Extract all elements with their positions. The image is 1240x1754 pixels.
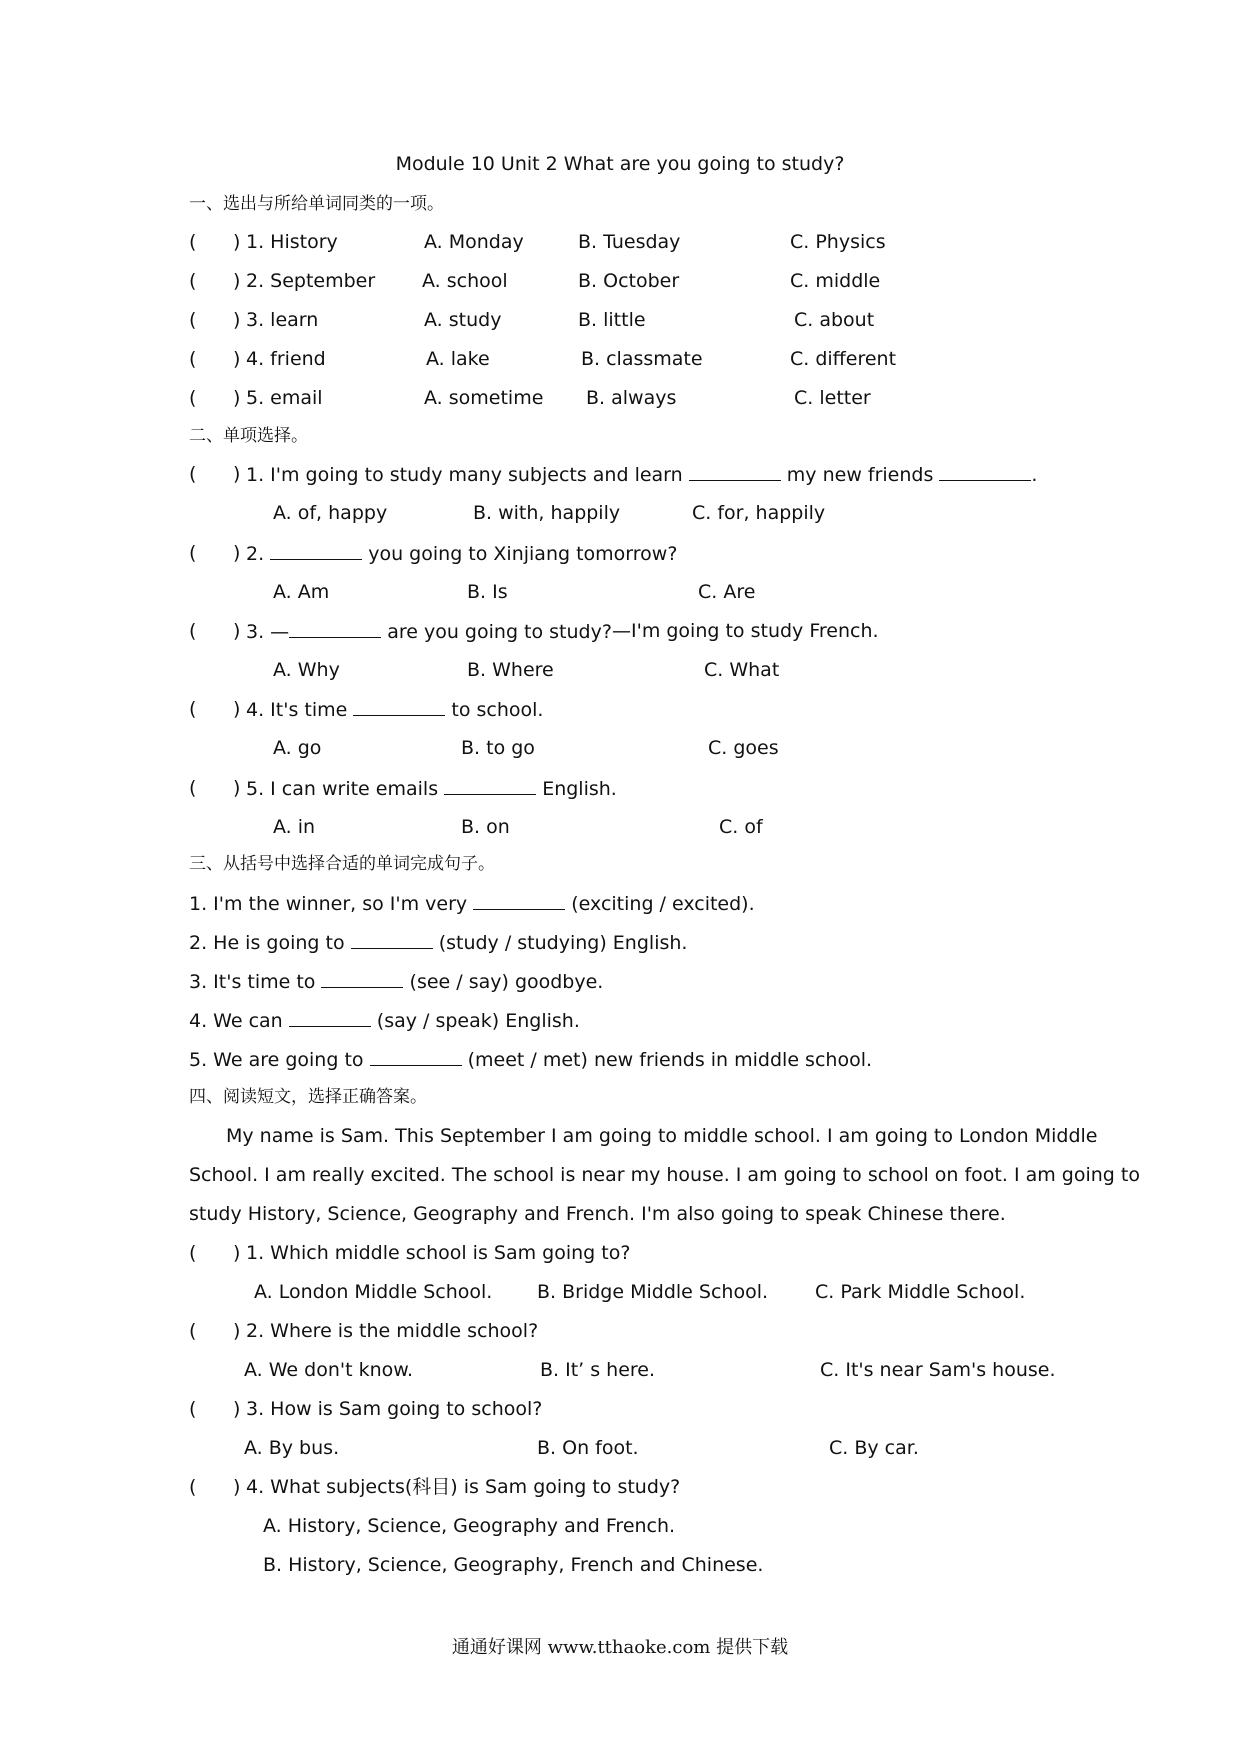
paren-close: ) [233,463,241,485]
paren-close: ) [233,777,241,799]
option-c: C. of [719,816,763,838]
paren-close: ) [233,387,241,409]
option-c: C. middle [790,270,881,292]
question-text: 1. Which middle school is Sam going to? [246,1242,631,1264]
answer-blank[interactable] [353,697,445,716]
paren-close: ) [233,309,241,331]
option-c: C. Are [698,581,756,603]
question-pre: 1. I'm going to study many subjects and learn [246,464,683,486]
s3-sentence-1 [189,891,755,916]
response-text: —I'm going to study French. [612,620,879,642]
option-a: A. school [422,270,508,292]
option-b: B. with, happily [473,502,621,524]
option-c: C. Physics [790,231,886,253]
question-pre: 4. It's time [246,699,348,721]
option-b: B. to go [461,737,535,759]
option-c: C. goes [708,737,779,759]
paren-close: ) [233,698,241,720]
question-pre: 2. [246,543,265,565]
option-a: A. History, Science, Geography and French. [263,1515,676,1537]
option-c: C. for, happily [692,502,826,524]
paren-open: ( [189,348,197,370]
question-pre: 3. — [246,621,290,643]
passage-line: School. I am really excited. The school is near my house. I am going to school on foot. I am going to [189,1164,1140,1186]
sentence-post: (exciting / excited). [571,893,755,915]
question-post: are you going to study? [387,621,612,643]
option-a: A. Why [273,659,340,681]
sentence-post: (meet / met) new friends in middle school. [467,1049,873,1071]
option-a: A. go [273,737,322,759]
question-post: to school. [451,699,544,721]
s1-word: 4. friend [246,348,326,370]
section-4-heading: 四、阅读短文，选择正确答案。 [189,1087,427,1107]
option-b: B. It’ s here. [540,1359,656,1381]
paren-open: ( [189,309,197,331]
option-b: B. little [578,309,646,331]
sentence-pre: 4. We can [189,1010,283,1032]
option-a: A. lake [426,348,490,370]
option-a: A. of, happy [273,502,388,524]
paren-open: ( [189,463,197,485]
s1-word: 3. learn [246,309,319,331]
question-post: . [1031,464,1038,486]
option-c: C. about [794,309,875,331]
paren-open: ( [189,1476,197,1498]
page-title: Module 10 Unit 2 What are you going to study? [395,153,845,175]
option-c: C. It's near Sam's house. [820,1359,1056,1381]
s3-sentence-5 [189,1047,872,1072]
option-b: B. Is [467,581,508,603]
question-text: 2. Where is the middle school? [246,1320,539,1342]
option-c: C. What [704,659,780,681]
paren-open: ( [189,1398,197,1420]
option-a: A. Am [273,581,330,603]
question-text [246,776,617,801]
passage-line: My name is Sam. This September I am going to middle school. I am going to London Middle [226,1125,1098,1147]
sentence-pre: 2. He is going to [189,932,345,954]
option-b: B. always [586,387,677,409]
answer-blank[interactable] [289,619,381,638]
paren-close: ) [233,542,241,564]
paren-open: ( [189,542,197,564]
paren-open: ( [189,1242,197,1264]
question-text [246,462,1037,487]
paren-close: ) [233,620,241,642]
option-c: C. letter [794,387,871,409]
option-b: B. classmate [581,348,703,370]
answer-blank[interactable] [370,1047,462,1066]
option-b: B. On foot. [537,1437,639,1459]
question-post: English. [542,778,617,800]
paren-open: ( [189,698,197,720]
paren-close: ) [233,231,241,253]
question-post: you going to Xinjiang tomorrow? [368,543,678,565]
paren-open: ( [189,777,197,799]
question-text [246,619,612,644]
question-text [246,541,677,566]
option-b: B. Where [467,659,554,681]
option-a: A. Monday [424,231,524,253]
s1-word: 2. September [246,270,376,292]
answer-blank[interactable] [939,462,1031,481]
s3-sentence-4 [189,1008,580,1033]
sentence-pre: 5. We are going to [189,1049,364,1071]
paren-close: ) [233,1398,241,1420]
question-mid: my new friends [786,464,934,486]
option-b: B. October [578,270,680,292]
option-c: C. By car. [829,1437,919,1459]
option-a: A. in [273,816,316,838]
sentence-pre: 3. It's time to [189,971,316,993]
sentence-post: (see / say) goodbye. [409,971,604,993]
paren-open: ( [189,387,197,409]
paren-close: ) [233,1320,241,1342]
paren-open: ( [189,231,197,253]
paren-close: ) [233,270,241,292]
paren-close: ) [233,348,241,370]
s3-sentence-2 [189,930,687,955]
answer-blank[interactable] [473,891,565,910]
sentence-post: (study / studying) English. [438,932,688,954]
section-3-heading: 三、从括号中选择合适的单词完成句子。 [189,854,495,874]
question-text: 3. How is Sam going to school? [246,1398,543,1420]
answer-blank[interactable] [289,1008,371,1027]
paren-close: ) [233,1242,241,1264]
paren-open: ( [189,1320,197,1342]
s1-word: 5. email [246,387,323,409]
s1-word: 1. History [246,231,338,253]
option-b: B. Bridge Middle School. [537,1281,769,1303]
paren-open: ( [189,620,197,642]
question-text: 4. What subjects(科目) is Sam going to study? [246,1476,681,1498]
option-b: B. on [461,816,510,838]
footer-credit: 通通好课网 www.tthaoke.com 提供下载 [451,1637,789,1658]
option-c: C. different [790,348,897,370]
passage-line: study History, Science, Geography and French. I'm also going to speak Chinese there. [189,1203,1006,1225]
s3-sentence-3 [189,969,603,994]
option-a: A. sometime [424,387,544,409]
option-a: A. We don't know. [244,1359,414,1381]
sentence-pre: 1. I'm the winner, so I'm very [189,893,468,915]
answer-blank[interactable] [321,969,403,988]
answer-blank[interactable] [351,930,433,949]
question-text [246,697,543,722]
option-a: A. London Middle School. [254,1281,493,1303]
paren-close: ) [233,1476,241,1498]
sentence-post: (say / speak) English. [376,1010,580,1032]
option-a: A. By bus. [244,1437,340,1459]
answer-blank[interactable] [270,541,362,560]
answer-blank[interactable] [444,776,536,795]
paren-open: ( [189,270,197,292]
option-c: C. Park Middle School. [815,1281,1026,1303]
section-1-heading: 一、选出与所给单词同类的一项。 [189,194,444,214]
section-2-heading: 二、单项选择。 [189,426,308,446]
option-b: B. History, Science, Geography, French and Chinese. [263,1554,764,1576]
question-pre: 5. I can write emails [246,778,439,800]
option-a: A. study [424,309,502,331]
option-b: B. Tuesday [578,231,681,253]
answer-blank[interactable] [689,462,781,481]
